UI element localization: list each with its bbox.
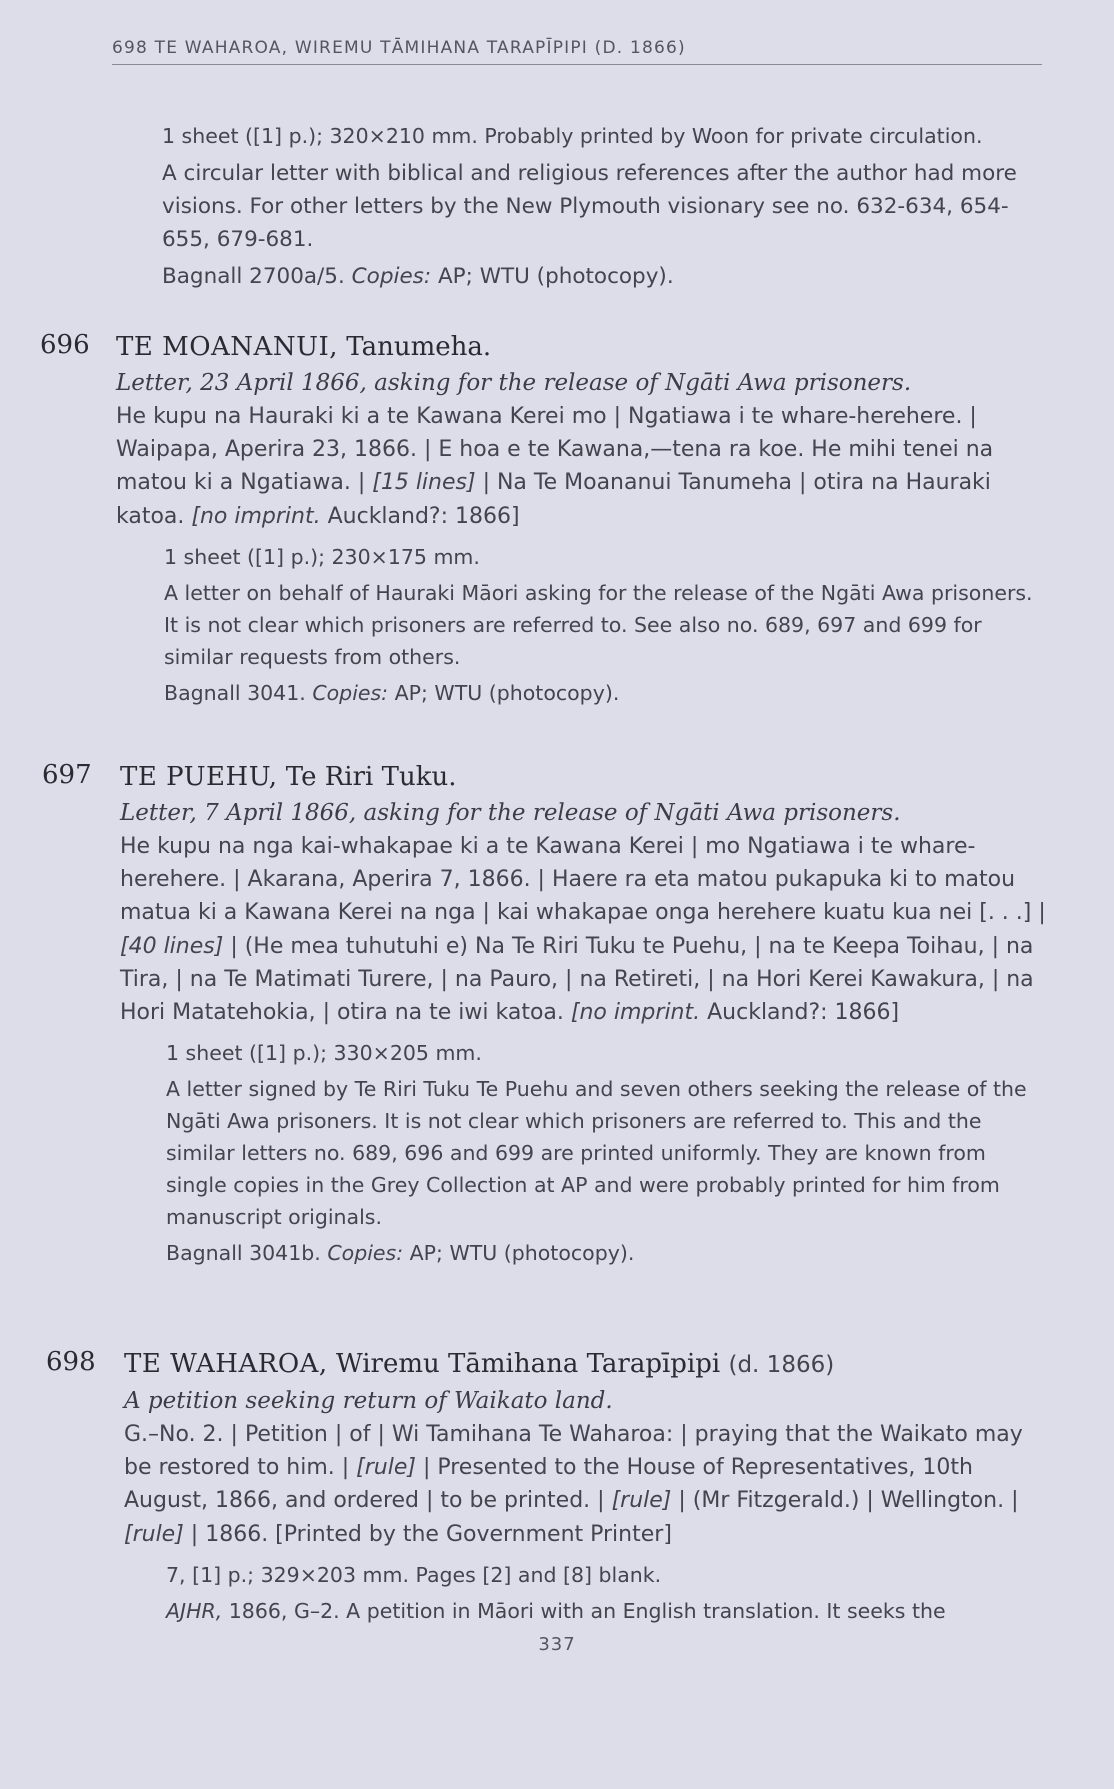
holdings-line <box>166 1237 1050 1269</box>
editorial-note: [rule] <box>124 1521 184 1547</box>
entry-695-tail <box>162 120 1042 293</box>
author-forename: Te Riri Tuku. <box>285 762 457 792</box>
running-head: 698 TE WAHAROA, WIREMU TĀMIHANA TARAPĪPIPI (D. 1866) <box>112 38 1042 65</box>
author-forename: Wiremu Tāmihana Tarapīpipi <box>335 1349 721 1379</box>
bagnall-reference: Bagnall 3041b. <box>166 1241 321 1266</box>
entry-heading <box>120 760 1050 794</box>
author-surname: TE WAHAROA, <box>124 1349 328 1379</box>
transcription-text: | Na Te Moananui Tanumeha | otira na Hauraki katoa. <box>116 470 991 529</box>
transcription-text: G.–No. 2. | Petition | of | Wi Tamihana Te Waharoa: | praying that the Waikato may be restored to him. | <box>124 1422 1023 1481</box>
entry-696 <box>116 330 1046 709</box>
note-text: 1866, G–2. A petition in Māori with an English translation. It seeks the <box>222 1598 946 1623</box>
title-transcription <box>124 1418 1054 1551</box>
note-paragraph: A letter signed by Te Riri Tuku Te Puehu and seven others seeking the release of the Ngāti Awa prisoners. It is not clear which prisoners are referred to. This and the similar letters no. 689, 696 and 699 are printed uniformly. They are known from single copies in the Grey Collection at AP and were probably printed for him from manuscript originals. <box>166 1077 1027 1230</box>
author-forename: Tanumeha. <box>346 332 492 362</box>
transcription-text: | 1866. [Printed by the Government Printer] <box>183 1521 672 1547</box>
copies-holdings: AP; WTU (photocopy). <box>394 680 620 705</box>
imprint-label: [no imprint. <box>570 1000 701 1026</box>
note-paragraph: A circular letter with biblical and religious references after the author had more visions. For other letters by the New Plymouth visionary see no. 632-634, 654-655, 679-681. <box>162 161 1017 252</box>
entry-title: A petition seeking return of Waikato land. <box>124 1388 613 1414</box>
title-transcription <box>116 400 1046 533</box>
copies-holdings: AP; WTU (photocopy). <box>437 264 674 289</box>
editorial-note: [15 lines] <box>372 470 476 496</box>
note-paragraph: A letter on behalf of Hauraki Māori asking for the release of the Ngāti Awa prisoners. It is not clear which prisoners are referred to. See also no. 689, 697 and 699 for similar requests from others. <box>164 580 1033 669</box>
entry-heading <box>124 1347 1054 1382</box>
copies-holdings: AP; WTU (photocopy). <box>409 1241 635 1266</box>
entry-title: Letter, 7 April 1866, asking for the release of Ngāti Awa prisoners. <box>120 800 901 826</box>
physical-description: 1 sheet ([1] p.); 230×175 mm. <box>164 544 480 569</box>
copies-label: Copies: <box>327 1241 404 1266</box>
entry-heading <box>116 330 1046 364</box>
note-paragraph <box>166 1595 1054 1627</box>
entry-number: 697 <box>42 760 92 790</box>
copies-label: Copies: <box>312 680 389 705</box>
entry-number: 698 <box>46 1347 96 1377</box>
author-surname: TE PUEHU, <box>120 762 278 792</box>
entry-698 <box>124 1347 1054 1627</box>
physical-description: 1 sheet ([1] p.); 330×205 mm. <box>166 1041 482 1066</box>
transcription-text: | Presented to the House of Representatives, 10th August, 1866, and ordered | to be printed. | <box>124 1455 973 1514</box>
author-dates: (d. 1866) <box>728 1352 835 1378</box>
bagnall-reference: Bagnall 3041. <box>164 680 306 705</box>
entry-title: Letter, 23 April 1866, asking for the release of Ngāti Awa prisoners. <box>116 370 912 396</box>
transcription-text: | (He mea tuhutuhi e) Na Te Riri Tuku te Puehu, | na te Keepa Toihau, | na Tira, | na Te Matimati Turere, | na Pauro, | na Retireti, | na Hori Kerei Kawakura, | na Hori Matatehokia, | otira na te iwi katoa. <box>120 933 1034 1026</box>
holdings-line <box>162 260 1042 293</box>
transcription-text: He kupu na nga kai-whakapae ki a te Kawana Kerei | mo Ngatiawa i te whare-herehere. | Akarana, Aperira 7, 1866. | Haere ra eta matou pukapuka ki to matou matua ki a Kawana Kerei na nga | kai whakapae onga herehere kuatu kua nei [. . .] | <box>120 834 1046 926</box>
title-transcription <box>120 830 1050 1029</box>
physical-description: 1 sheet ([1] p.); 320×210 mm. Probably printed by Woon for private circulation. <box>162 124 983 148</box>
page-number: 337 <box>538 1634 576 1655</box>
imprint-label: [no imprint. <box>191 503 321 529</box>
transcription-text: | (Mr Fitzgerald.) | Wellington. | <box>671 1488 1019 1514</box>
physical-description: 7, [1] p.; 329×203 mm. Pages [2] and [8] blank. <box>166 1562 662 1587</box>
editorial-note: [rule] <box>356 1455 416 1481</box>
editorial-note: [40 lines] <box>120 933 224 959</box>
entry-697 <box>120 760 1050 1269</box>
author-surname: TE MOANANUI, <box>116 332 339 362</box>
editorial-note: [rule] <box>611 1488 672 1514</box>
journal-abbreviation: AJHR, <box>166 1598 223 1623</box>
holdings-line <box>164 677 1046 709</box>
copies-label: Copies: <box>351 264 432 289</box>
imprint-text: Auckland?: 1866] <box>700 1000 900 1026</box>
entry-number: 696 <box>40 330 90 360</box>
imprint-text: Auckland?: 1866] <box>320 503 520 529</box>
transcription-text: He kupu na Hauraki ki a te Kawana Kerei mo | Ngatiawa i te whare-herehere. | Waipapa, Aperira 23, 1866. | E hoa e te Kawana,—tena ra koe. He mihi tenei na matou ki a Ngatiawa. | <box>116 404 994 496</box>
bagnall-reference: Bagnall 2700a/5. <box>162 264 345 289</box>
